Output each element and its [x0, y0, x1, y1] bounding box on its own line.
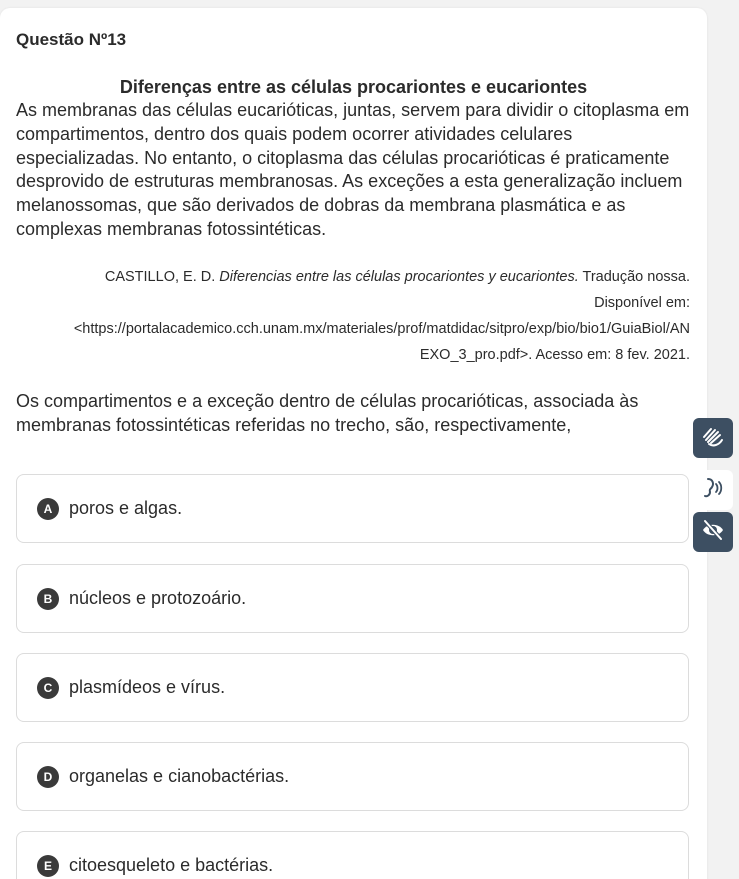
citation-work: Diferencias entre las células procariontes y eucariontes. — [219, 269, 579, 285]
hide-eye-icon — [700, 517, 726, 548]
audio-speak-icon — [700, 475, 726, 506]
option-a[interactable] — [16, 474, 689, 543]
option-c[interactable] — [16, 653, 689, 722]
option-letter-badge: C — [37, 677, 59, 699]
citation-url-end: EXO_3_pro.pdf>. Acesso em: 8 fev. 2021. — [419, 347, 690, 363]
question-number: Questão Nº13 — [16, 30, 127, 49]
option-letter-badge: B — [37, 588, 59, 610]
option-text: poros e algas. — [69, 498, 183, 518]
citation — [16, 264, 690, 368]
option-d[interactable] — [16, 742, 689, 811]
hide-content-button[interactable] — [693, 512, 733, 552]
sign-language-button[interactable] — [693, 418, 733, 458]
question-body: As membranas das células eucarióticas, juntas, servem para dividir o citoplasma em compartimentos, dentro dos quais podem ocorrer atividades celulares especializadas. No entanto, o citoplasma das células procarióticas é praticamente desprovido de estruturas membranosas. As exceções a esta generalização incluem melanossomas, que são derivados de dobras da membrana plasmática e as complexas membranas fotossintéticas. — [16, 100, 690, 239]
option-e[interactable] — [16, 831, 689, 879]
option-b[interactable] — [16, 564, 689, 633]
option-text: organelas e cianobactérias. — [69, 766, 290, 786]
audio-button[interactable] — [693, 470, 733, 510]
option-letter-badge: D — [37, 766, 59, 788]
question-prompt: Os compartimentos e a exceção dentro de células procarióticas, associada às membranas fotossintéticas referidas no trecho, são, respectivamente, — [16, 391, 639, 435]
citation-url: <https://portalacademico.cch.unam.mx/materiales/prof/matdidac/sitpro/exp/bio/bio1/GuiaBiol/AN — [73, 321, 690, 337]
option-letter-badge: A — [37, 498, 59, 520]
sign-language-icon — [700, 423, 726, 454]
citation-line-1 — [16, 264, 690, 290]
citation-available: Disponível em: — [594, 295, 690, 311]
citation-note: Tradução nossa. — [578, 269, 690, 285]
option-letter-badge: E — [37, 855, 59, 877]
option-text: plasmídeos e vírus. — [69, 677, 226, 697]
text-title: Diferenças entre as células procariontes e eucariontes — [119, 77, 588, 97]
option-text: núcleos e protozoário. — [69, 588, 247, 608]
accessibility-toolbar — [691, 418, 735, 552]
citation-author: CASTILLO, E. D. — [104, 269, 220, 285]
option-text: citoesqueleto e bactérias. — [69, 855, 274, 875]
